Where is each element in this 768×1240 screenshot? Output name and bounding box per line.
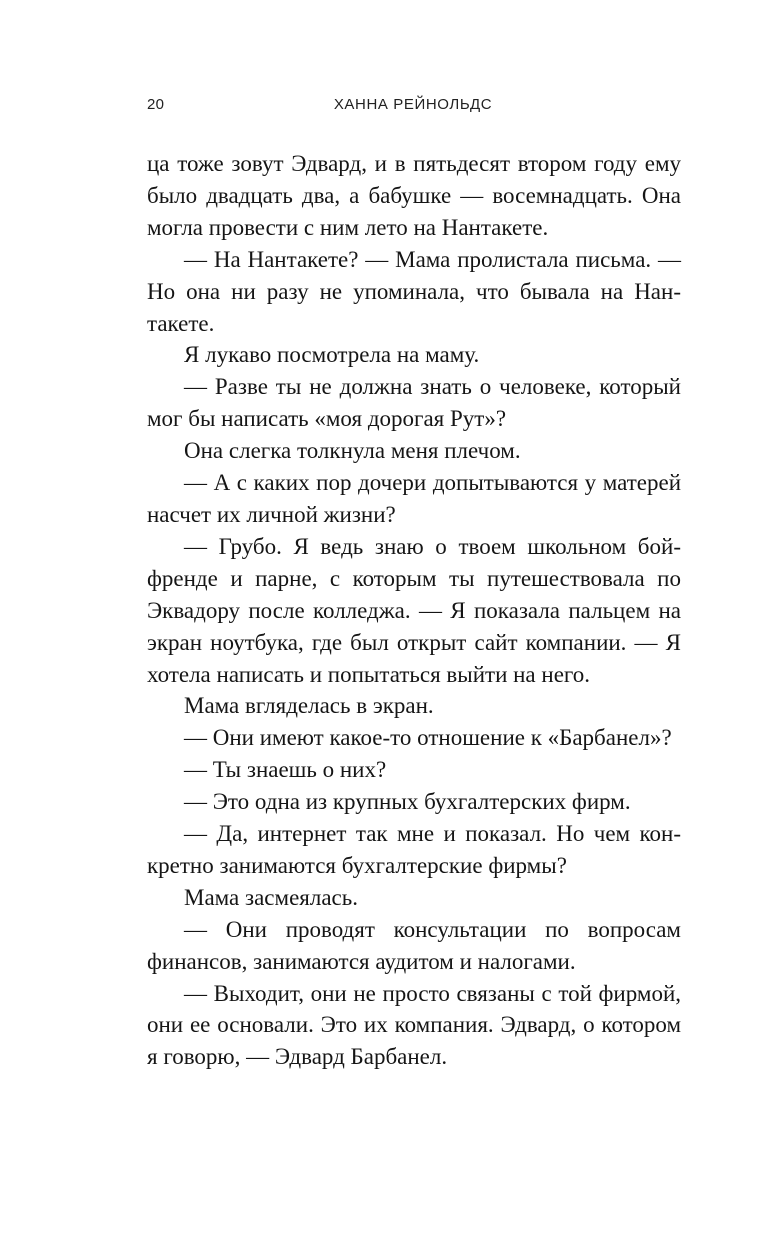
paragraph: Мама вгляделась в экран. (184, 693, 434, 719)
paragraph: — Это одна из крупных бухгалтерских фирм. (184, 789, 631, 815)
paragraph: — Они проводят консультации по вопросам финансов, занимаются аудитом и налогами. (147, 916, 681, 974)
paragraph: Мама засмеялась. (184, 884, 358, 910)
paragraph: — А с каких пор дочери допытываются у матерей насчет их личной жизни? (147, 470, 681, 527)
paragraph: Я лукаво посмотрела на маму. (184, 342, 480, 368)
paragraph: — Разве ты не должна знать о человеке, который мог бы написать «моя дорогая Рут»? (147, 374, 681, 432)
paragraph: ца тоже зовут Эдвард, и в пятьдесят втором году ему было двадцать два, а бабушке — восемнадцать. Она могла провести с ним лето на Нантакете. (147, 151, 681, 240)
body-text (147, 148, 681, 1073)
paragraph: — Выходит, они не просто связаны с той фирмой, они ее основали. Это их компания. Эдвард, о котором я говорю, — Эдвард Барбанел. (147, 980, 681, 1070)
running-head-author: ХАННА РЕЙНОЛЬДС (333, 96, 493, 113)
paragraph: Она слегка толкнула меня плечом. (184, 438, 521, 464)
page-number: 20 (147, 96, 165, 113)
paragraph: — Да, интернет так мне и показал. Но чем конкретно занимаются бухгалтерские фирмы? (147, 821, 681, 878)
page-header (147, 96, 679, 120)
paragraph: — Ты знаешь о них? (184, 757, 387, 783)
paragraph: — Они имеют какое-то отношение к «Барбанел»? (184, 725, 672, 751)
paragraph: — На Нантакете? — Мама пролистала письма. — Но она ни разу не упоминала, что бывала на Нантакете. (147, 246, 681, 336)
paragraph: — Грубо. Я ведь знаю о твоем школьном бойфренде и парне, с которым ты путешествовала по Эквадору после колледжа. — Я показала пальцем на экран ноутбука, где был открыт сайт компании. — Я хотела написать и попытаться выйти на него. (147, 533, 681, 687)
